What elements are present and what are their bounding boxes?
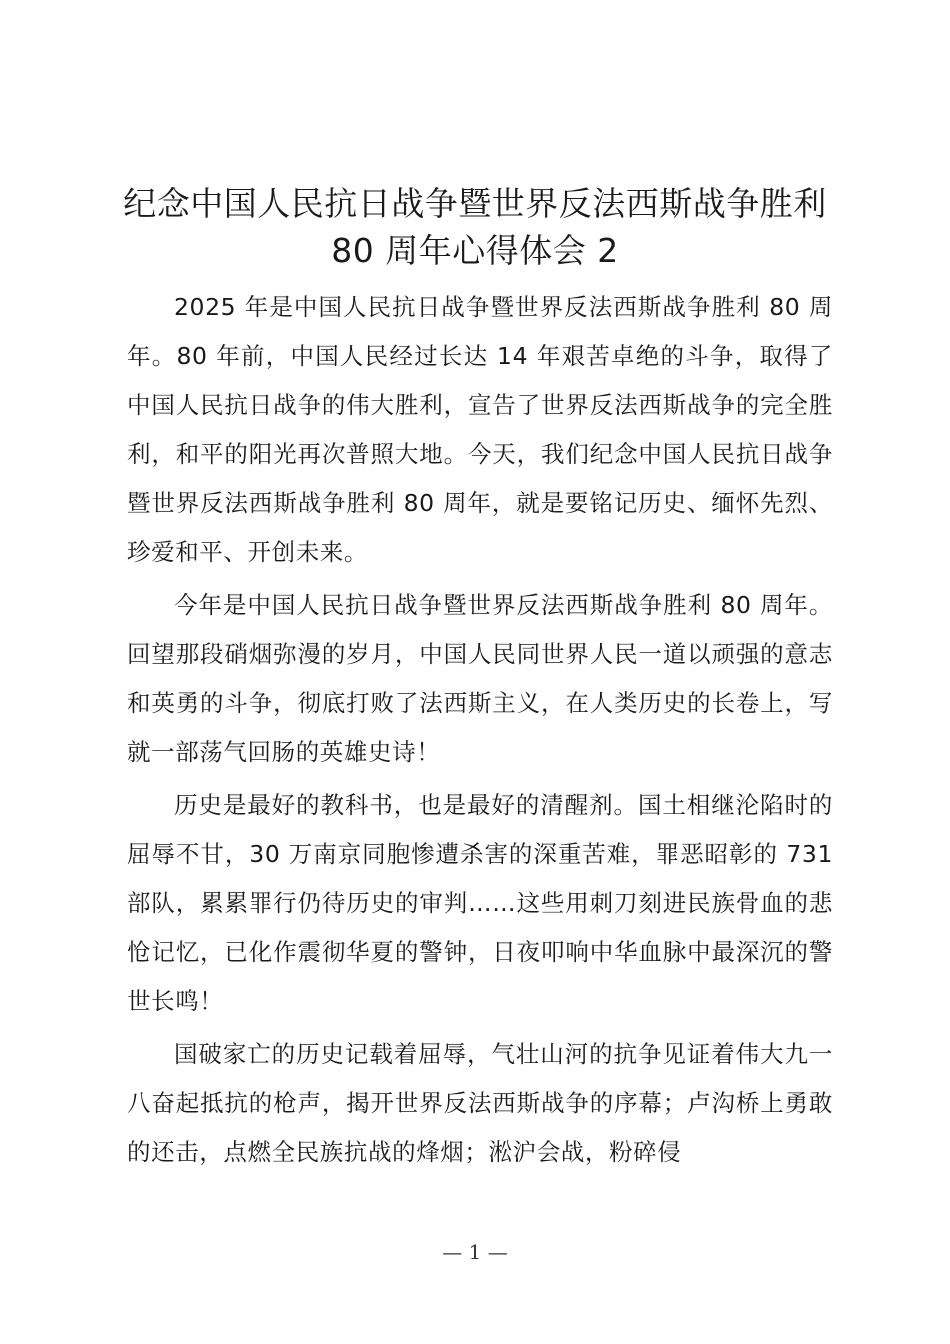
paragraph-1: 2025 年是中国人民抗日战争暨世界反法西斯战争胜利 80 周年。80 年前，中国人民经过长达 14 年艰苦卓绝的斗争，取得了中国人民抗日战争的伟大胜利，宣告了世界反法西斯战争的完全胜利，和平的阳光再次普照大地。今天，我们纪念中国人民抗日战争暨世界反法西斯战争胜利 80 周年，就是要铭记历史、缅怀先烈、珍爱和平、开创未来。 [127,293,833,566]
document-body [127,283,833,1181]
document-title: 纪念中国人民抗日战争暨世界反法西斯战争胜利 80 周年心得体会 2 [123,184,827,270]
page-number: — 1 — [442,1240,508,1264]
paragraph-4: 国破家亡的历史记载着屈辱，气壮山河的抗争见证着伟大九一八奋起抵抗的枪声，揭开世界反法西斯战争的序幕；卢沟桥上勇敢的还击，点燃全民族抗战的烽烟；淞沪会战，粉碎侵 [127,1040,833,1166]
paragraph-2: 今年是中国人民抗日战争暨世界反法西斯战争胜利 80 周年。回望那段硝烟弥漫的岁月，中国人民同世界人民一道以顽强的意志和英勇的斗争，彻底打败了法西斯主义，在人类历史的长卷上，写就一部荡气回肠的英雄史诗！ [127,591,833,766]
paragraph-3: 历史是最好的教科书，也是最好的清醒剂。国土相继沦陷时的屈辱不甘，30 万南京同胞惨遭杀害的深重苦难，罪恶昭彰的 731 部队，累累罪行仍待历史的审判……这些用刺刀刻进民族骨血的悲怆记忆，已化作震彻华夏的警钟，日夜叩响中华血脉中最深沉的警世长鸣！ [127,791,833,1015]
